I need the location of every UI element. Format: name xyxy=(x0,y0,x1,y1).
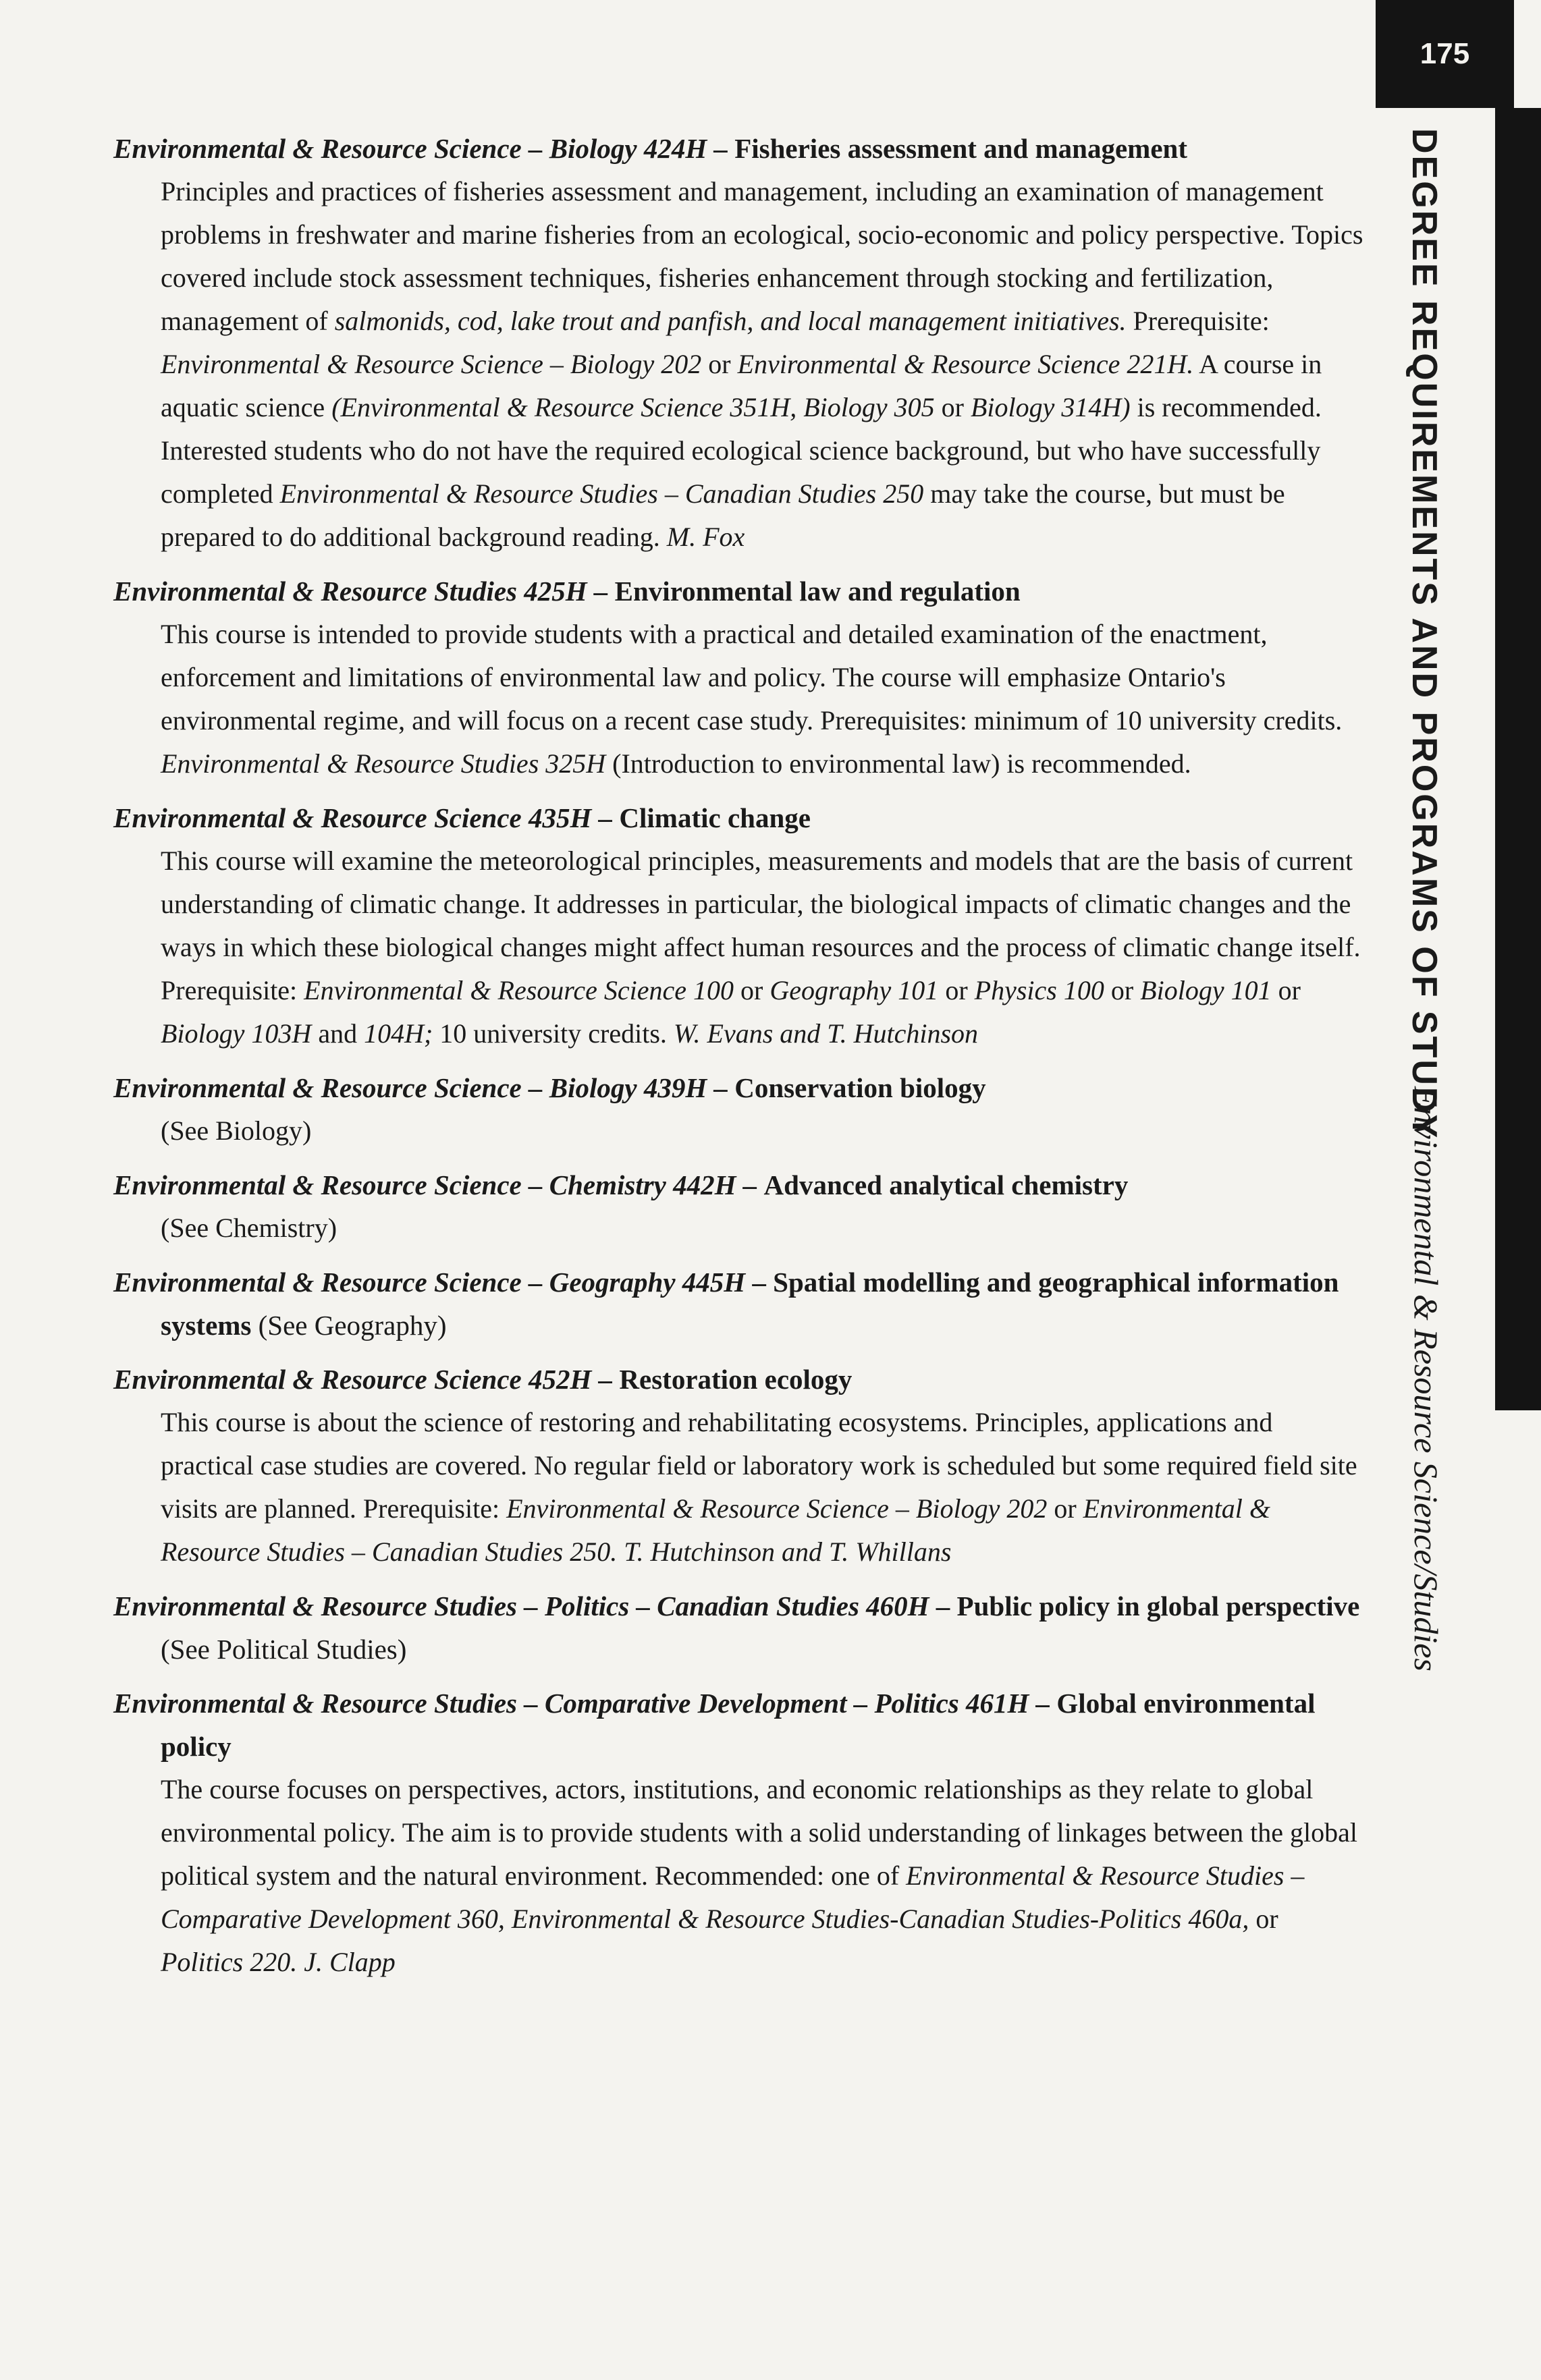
course-reference: Environmental & Resource Science 100 xyxy=(304,975,734,1005)
course-entry xyxy=(113,1584,1366,1671)
course-description xyxy=(113,613,1366,785)
course-reference: W. Evans and T. Hutchinson xyxy=(673,1018,979,1049)
course-heading xyxy=(113,1163,1366,1207)
course-description xyxy=(113,1401,1366,1574)
description-text: or xyxy=(1249,1904,1278,1934)
course-title: Conservation biology xyxy=(734,1072,986,1103)
description-text: 10 university credits. xyxy=(433,1018,674,1049)
course-reference: M. Fox xyxy=(666,522,745,552)
course-reference: Environmental & Resource Studies – Canadian Studies 250. T. Hutchinson and T. Whillans xyxy=(161,1493,1271,1567)
description-text: This course is about the science of restoring and rehabilitating ecosystems. Principles, applications and practical case studies are covered. No regular field or laboratory work is scheduled but some required field site visits are planned. Prerequisite: xyxy=(161,1407,1357,1524)
description-text: is recommended. Interested students who do not have the required ecological science background, but who have successfully completed xyxy=(161,392,1322,509)
course-entry xyxy=(113,1066,1366,1153)
description-text: or xyxy=(734,975,770,1005)
description-text: Principles and practices of fisheries assessment and management, including an examination of management problems in freshwater and marine fisheries from an ecological, socio-economic and policy perspective. Topics covered include stock assessment techniques, fisheries enhancement through stocking and fertilization, management of xyxy=(161,176,1363,336)
course-reference: Environmental & Resource Science – Biology 202 xyxy=(161,349,702,379)
course-code: Environmental & Resource Studies 425H – xyxy=(113,576,608,607)
course-reference: Environmental & Resource Science 221H. xyxy=(737,349,1194,379)
course-heading xyxy=(113,1584,1366,1671)
course-reference: Environmental & Resource Studies – Canadian Studies 250 xyxy=(279,478,924,509)
course-heading xyxy=(113,1682,1366,1768)
description-text: or xyxy=(934,392,971,422)
description-text: and xyxy=(311,1018,364,1049)
course-entry xyxy=(113,570,1366,785)
description-text: (See Biology) xyxy=(161,1115,312,1146)
description-text: or xyxy=(938,975,975,1005)
section-heading: DEGREE REQUIREMENTS AND PROGRAMS OF STUDY xyxy=(1405,128,1444,1140)
course-heading xyxy=(113,127,1366,170)
course-title: Restoration ecology xyxy=(619,1364,853,1395)
course-heading xyxy=(113,796,1366,839)
course-reference: Biology 314H) xyxy=(970,392,1131,422)
course-code: Environmental & Resource Studies – Politics – Canadian Studies 460H xyxy=(113,1590,929,1622)
description-text: or xyxy=(1271,975,1301,1005)
description-text: (See Chemistry) xyxy=(161,1213,337,1243)
course-description xyxy=(113,1768,1366,1984)
course-title: Environmental law and regulation xyxy=(614,576,1021,607)
course-reference: Politics 220. J. Clapp xyxy=(161,1947,396,1977)
course-code: Environmental & Resource Studies – Comparative Development – Politics 461H – xyxy=(113,1688,1050,1719)
course-title: – Public policy in global perspective xyxy=(936,1590,1360,1622)
course-entry xyxy=(113,1358,1366,1574)
course-reference: 104H; xyxy=(364,1018,433,1049)
cross-reference: (See Geography) xyxy=(258,1310,447,1341)
course-reference: Geography 101 xyxy=(769,975,939,1005)
course-code: Environmental & Resource Science 435H – xyxy=(113,802,613,833)
course-title: Climatic change xyxy=(619,802,811,833)
course-heading xyxy=(113,570,1366,613)
course-reference: Physics 100 xyxy=(974,975,1104,1005)
description-text: This course will examine the meteorological principles, measurements and models that are the basis of current understanding of climatic change. It addresses in particular, the biological impacts of climatic changes and the ways in which these biological changes might affect human resources and the process of climatic change itself. Prerequisite: xyxy=(161,846,1361,1005)
course-entry xyxy=(113,1682,1366,1984)
section-subheading: Environmental & Resource Science/Studies xyxy=(1407,1086,1445,1671)
course-reference: Environmental & Resource Studies – Comparative Development 360, Environmental & Resource Studies-Canadian Studies-Politics 460a, xyxy=(161,1860,1305,1934)
course-description xyxy=(113,1207,1366,1250)
course-reference: Biology 103H xyxy=(161,1018,312,1049)
course-heading xyxy=(113,1066,1366,1109)
course-reference: salmonids, cod, lake trout and panfish, and local management initiatives. xyxy=(334,306,1127,336)
course-listing xyxy=(113,127,1366,1995)
course-entry xyxy=(113,796,1366,1055)
course-description xyxy=(113,1109,1366,1153)
description-text: A course in aquatic science xyxy=(161,349,1322,422)
course-heading xyxy=(113,1358,1366,1401)
description-text: or xyxy=(701,349,738,379)
description-text: or xyxy=(1047,1493,1083,1524)
description-text: (Introduction to environmental law) is recommended. xyxy=(605,748,1191,779)
description-text: may take the course, but must be prepared to do additional background reading. xyxy=(161,478,1285,552)
course-title: – Spatial modelling and geographical information systems xyxy=(161,1267,1339,1341)
course-reference: Environmental & Resource Studies 325H xyxy=(161,748,606,779)
course-description xyxy=(113,839,1366,1055)
section-tab-bar xyxy=(1495,108,1541,1410)
course-heading xyxy=(113,1261,1366,1347)
course-entry xyxy=(113,127,1366,559)
description-text: The course focuses on perspectives, actors, institutions, and economic relationships as they relate to global environmental policy. The aim is to provide students with a solid understanding of linkages between the global political system and the natural environment. Recommended: one of xyxy=(161,1774,1357,1891)
course-reference: (Environmental & Resource Science 351H, Biology 305 xyxy=(331,392,935,422)
course-code: Environmental & Resource Science – Geography 445H xyxy=(113,1267,746,1298)
course-code: Environmental & Resource Science 452H – xyxy=(113,1364,613,1395)
course-reference: Environmental & Resource Science – Biology 202 xyxy=(506,1493,1048,1524)
course-code: Environmental & Resource Science – Biology 439H – xyxy=(113,1072,728,1103)
description-text: or xyxy=(1104,975,1141,1005)
course-entry xyxy=(113,1163,1366,1250)
course-code: Environmental & Resource Science – Chemistry 442H – xyxy=(113,1169,757,1200)
description-text: Prerequisite: xyxy=(1126,306,1270,336)
course-description xyxy=(113,170,1366,559)
course-title: Global environmental policy xyxy=(161,1688,1316,1762)
course-entry xyxy=(113,1261,1366,1347)
course-reference: Biology 101 xyxy=(1140,975,1272,1005)
course-title: Fisheries assessment and management xyxy=(734,133,1187,164)
page-number: 175 xyxy=(1376,0,1514,108)
course-code: Environmental & Resource Science – Biology 424H – xyxy=(113,133,728,164)
cross-reference: (See Political Studies) xyxy=(161,1634,407,1665)
description-text: This course is intended to provide students with a practical and detailed examination of the enactment, enforcement and limitations of environmental law and policy. The course will emphasize Ontario's environmental regime, and will focus on a recent case study. Prerequisites: minimum of 10 university credits. xyxy=(161,619,1343,736)
course-title: Advanced analytical chemistry xyxy=(763,1169,1129,1200)
